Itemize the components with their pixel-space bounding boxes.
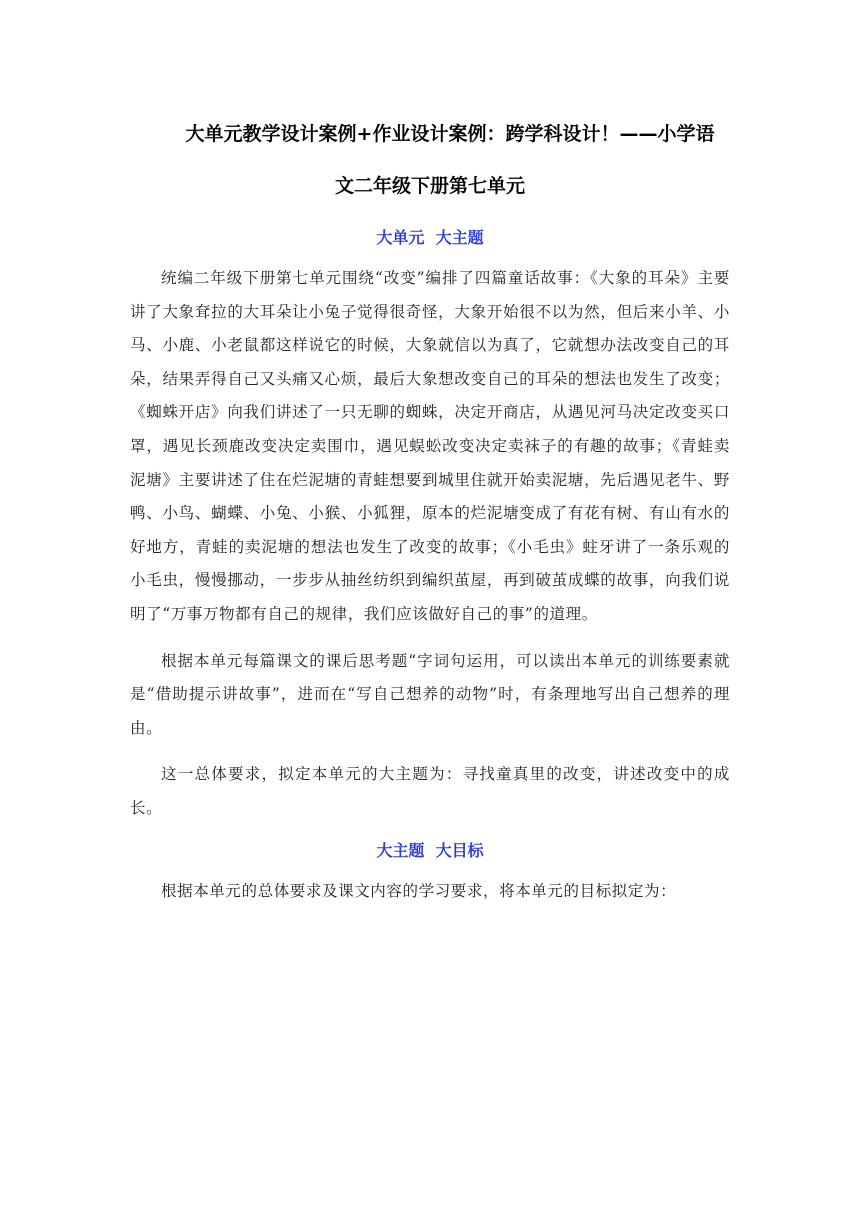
section-heading-theme-goal: 大主题 大目标 bbox=[376, 840, 484, 860]
document-title bbox=[130, 108, 730, 212]
paragraph-training-focus: 根据本单元每篇课文的课后思考题“字词句运用，可以读出本单元的训练要素就是“借助提示讲故事”，进而在“写自己想养的动物”时，有条理地写出自己想养的理由。 bbox=[130, 651, 730, 737]
document-title-line-1: 大单元教学设计案例+作业设计案例：跨学科设计！——小学语 bbox=[185, 123, 715, 145]
section-heading-unit-theme: 大单元 大主题 bbox=[376, 228, 484, 247]
paragraph-big-theme: 这一总体要求，拟定本单元的大主题为：寻找童真里的改变，讲述改变中的成长。 bbox=[130, 765, 730, 817]
paragraph-goal-intro: 根据本单元的总体要求及课文内容的学习要求，将本单元的目标拟定为： bbox=[161, 881, 677, 900]
section-unit-theme bbox=[130, 226, 730, 826]
section-theme-goal bbox=[130, 839, 730, 909]
paragraph-unit-overview: 统编二年级下册第七单元围绕“改变”编排了四篇童话故事：《大象的耳朵》主要讲了大象耷拉的大耳朵让小兔子觉得很奇怪，大象开始很不以为然，但后来小羊、小马、小鹿、小老鼠都这样说它的时候，大象就信以为真了，它就想办法改变自己的耳朵，结果弄得自己又头痛又心烦，最后大象想改变自己的耳朵的想法也发生了改变；《蜘蛛开店》向我们讲述了一只无聊的蜘蛛，决定开商店，从遇见河马决定改变买口罩，遇见长颈鹿改变决定卖围巾，遇见蜈蚣改变决定卖袜子的有趣的故事；《青蛙卖泥塘》主要讲述了住在烂泥塘的青蛙想要到城里住就开始卖泥塘，先后遇见老牛、野鸭、小鸟、蝴蝶、小兔、小猴、小狐狸，原本的烂泥塘变成了有花有树、有山有水的好地方，青蛙的卖泥塘的想法也发生了改变的故事；《小毛虫》蛀牙讲了一条乐观的小毛虫，慢慢挪动，一步步从抽丝纺织到编织茧屋，再到破茧成蝶的故事，向我们说明了“万事万物都有自己的规律，我们应该做好自己的事”的道理。 bbox=[130, 269, 730, 623]
document-content bbox=[130, 108, 730, 921]
document-title-line-2: 文二年级下册第七单元 bbox=[334, 175, 525, 197]
